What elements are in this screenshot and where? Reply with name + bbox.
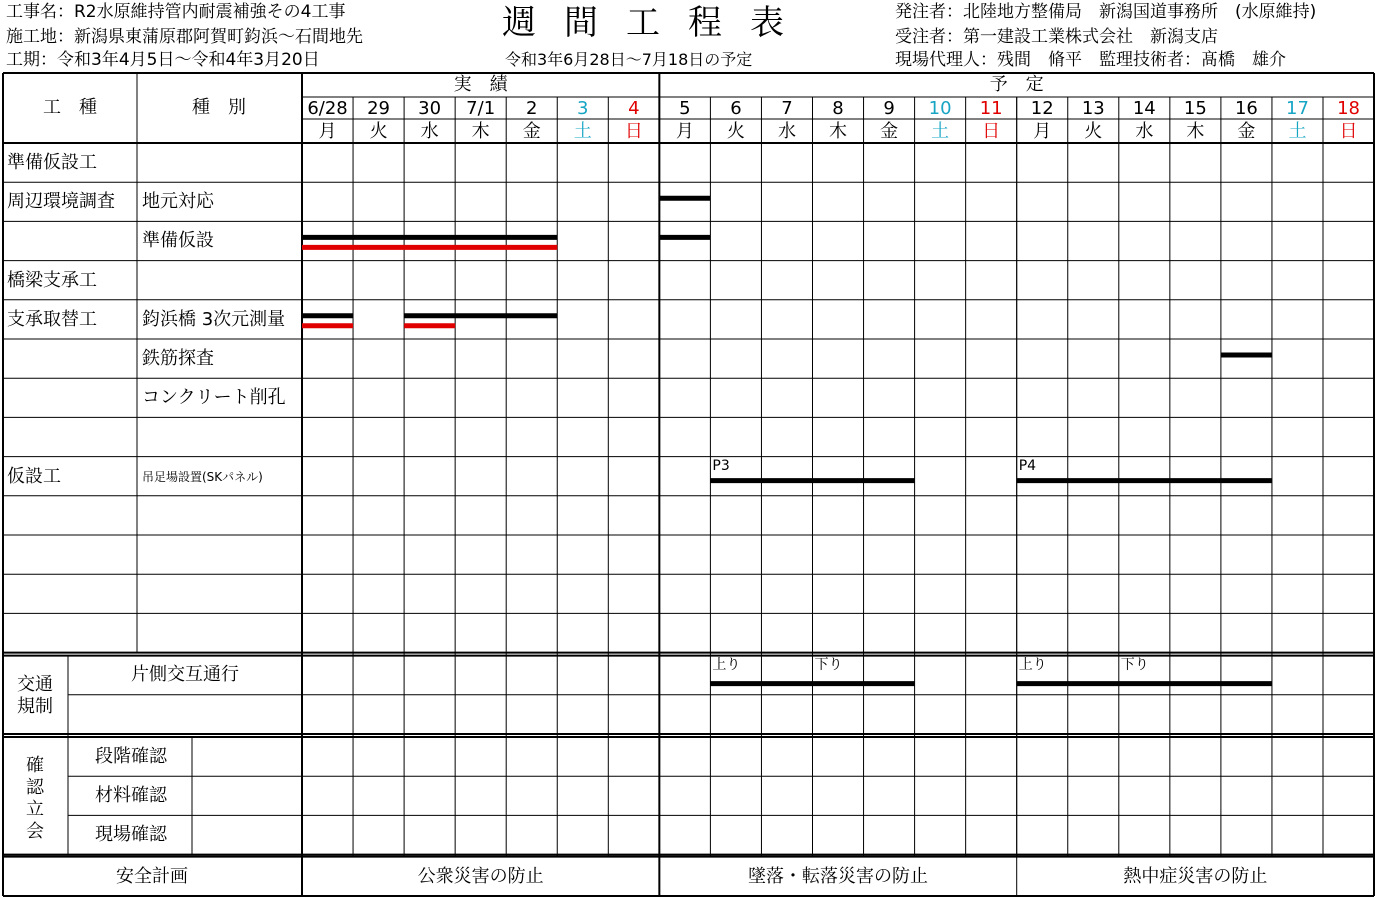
weekday-label: 土: [573, 121, 592, 142]
weekday-label: 月: [675, 121, 694, 142]
header-jisseki: 実 績: [453, 74, 508, 95]
header-kou: 工 種: [43, 97, 97, 118]
project-site: 施工地：新潟県東蒲原郡阿賀町鈞浜～石間地先: [6, 27, 363, 47]
weekday-label: 日: [624, 121, 643, 142]
day-number: 12: [1030, 98, 1054, 119]
inspection-group-label: 確認立会: [26, 755, 44, 842]
work-item-label: コンクリート削孔: [142, 387, 286, 409]
day-number: 9: [883, 98, 895, 119]
traffic-group-label: 規制: [17, 695, 53, 717]
bar-label: 上り: [1018, 656, 1047, 673]
weekday-label: 月: [318, 121, 337, 142]
day-number: 17: [1286, 98, 1309, 119]
weekday-label: 火: [726, 121, 745, 142]
weekday-label: 日: [1339, 121, 1358, 142]
bar-label: P3: [712, 457, 730, 474]
day-number: 6: [730, 98, 742, 119]
day-number: 16: [1234, 98, 1258, 119]
inspection-item-label: 段階確認: [95, 746, 167, 767]
day-number: 5: [679, 98, 691, 119]
bar-label: 上り: [712, 656, 741, 673]
work-item-label: 準備仮設: [142, 230, 214, 252]
header-yotei: 予 定: [989, 74, 1044, 95]
weekday-label: 月: [1033, 121, 1052, 142]
project-period: 工期：令和3年4月5日～令和4年3月20日: [6, 50, 320, 70]
day-number: 11: [979, 98, 1003, 119]
work-item-label: 鉄筋探査: [142, 348, 214, 369]
day-number: 30: [418, 98, 442, 119]
weekday-label: 火: [1084, 121, 1103, 142]
bar-label: 下り: [814, 656, 843, 673]
day-number: 13: [1081, 98, 1105, 119]
day-number: 7: [781, 98, 793, 119]
work-type-label: 橋梁支承工: [7, 269, 97, 291]
day-number: 15: [1183, 98, 1207, 119]
work-type-label: 周辺環境調査: [7, 191, 115, 213]
inspection-item-label: 現場確認: [95, 824, 167, 846]
weekday-label: 木: [471, 121, 490, 142]
traffic-group-label: 交通: [17, 673, 53, 695]
bar-label: P4: [1018, 457, 1037, 474]
day-number: 18: [1337, 98, 1360, 119]
safety-item-label: 公衆災害の防止: [417, 865, 544, 887]
day-number: 8: [832, 98, 844, 119]
client-info: 発注者：北陸地方整備局 新潟国道事務所 (水原維持): [895, 2, 1317, 22]
day-number: 4: [628, 98, 640, 119]
work-type-label: 支承取替工: [7, 308, 97, 330]
day-number: 6/28: [307, 98, 348, 119]
contractor-info: 受注者：第一建設工業株式会社 新潟支店: [895, 27, 1218, 47]
work-item-label: 吊足場設置(SKパネル): [142, 469, 263, 484]
weekday-label: 木: [1186, 121, 1205, 142]
weekday-label: 金: [1237, 121, 1256, 142]
weekday-label: 日: [982, 121, 1001, 142]
weekday-label: 金: [522, 121, 541, 142]
day-number: 7/1: [466, 98, 496, 119]
weekday-label: 水: [420, 121, 439, 142]
work-type-label: 準備仮設工: [7, 152, 97, 173]
safety-item-label: 熱中症災害の防止: [1123, 865, 1268, 887]
day-number: 29: [367, 98, 391, 119]
safety-item-label: 墜落・転落災害の防止: [748, 865, 929, 887]
weekday-label: 金: [880, 121, 899, 142]
day-number: 14: [1132, 98, 1156, 119]
weekday-label: 水: [777, 121, 796, 142]
day-number: 2: [525, 98, 538, 119]
day-number: 3: [577, 98, 589, 119]
weekday-label: 土: [931, 121, 950, 142]
project-name: 工事名：R2水原維持管内耐震補強その4工事: [6, 2, 346, 22]
work-item-label: 鈞浜橋 3次元測量: [142, 308, 286, 330]
weekday-label: 火: [369, 121, 388, 142]
day-number: 10: [928, 98, 952, 119]
header-shu: 種 別: [192, 97, 246, 118]
weekday-label: 木: [829, 121, 848, 142]
page-title: 週間工程表: [502, 3, 812, 43]
work-item-label: 地元対応: [142, 191, 214, 213]
traffic-item-label: 片側交互通行: [131, 663, 239, 685]
weekday-label: 水: [1135, 121, 1154, 142]
site-managers: 現場代理人：残間 脩平 監理技術者：髙橋 雄介: [895, 50, 1286, 70]
schedule-period: 令和3年6月28日～7月18日の予定: [505, 50, 753, 69]
work-type-label: 仮設工: [7, 465, 61, 487]
weekday-label: 土: [1288, 121, 1307, 142]
bar-label: 下り: [1120, 656, 1149, 673]
inspection-item-label: 材料確認: [95, 785, 167, 807]
safety-plan-label: 安全計画: [116, 865, 188, 887]
